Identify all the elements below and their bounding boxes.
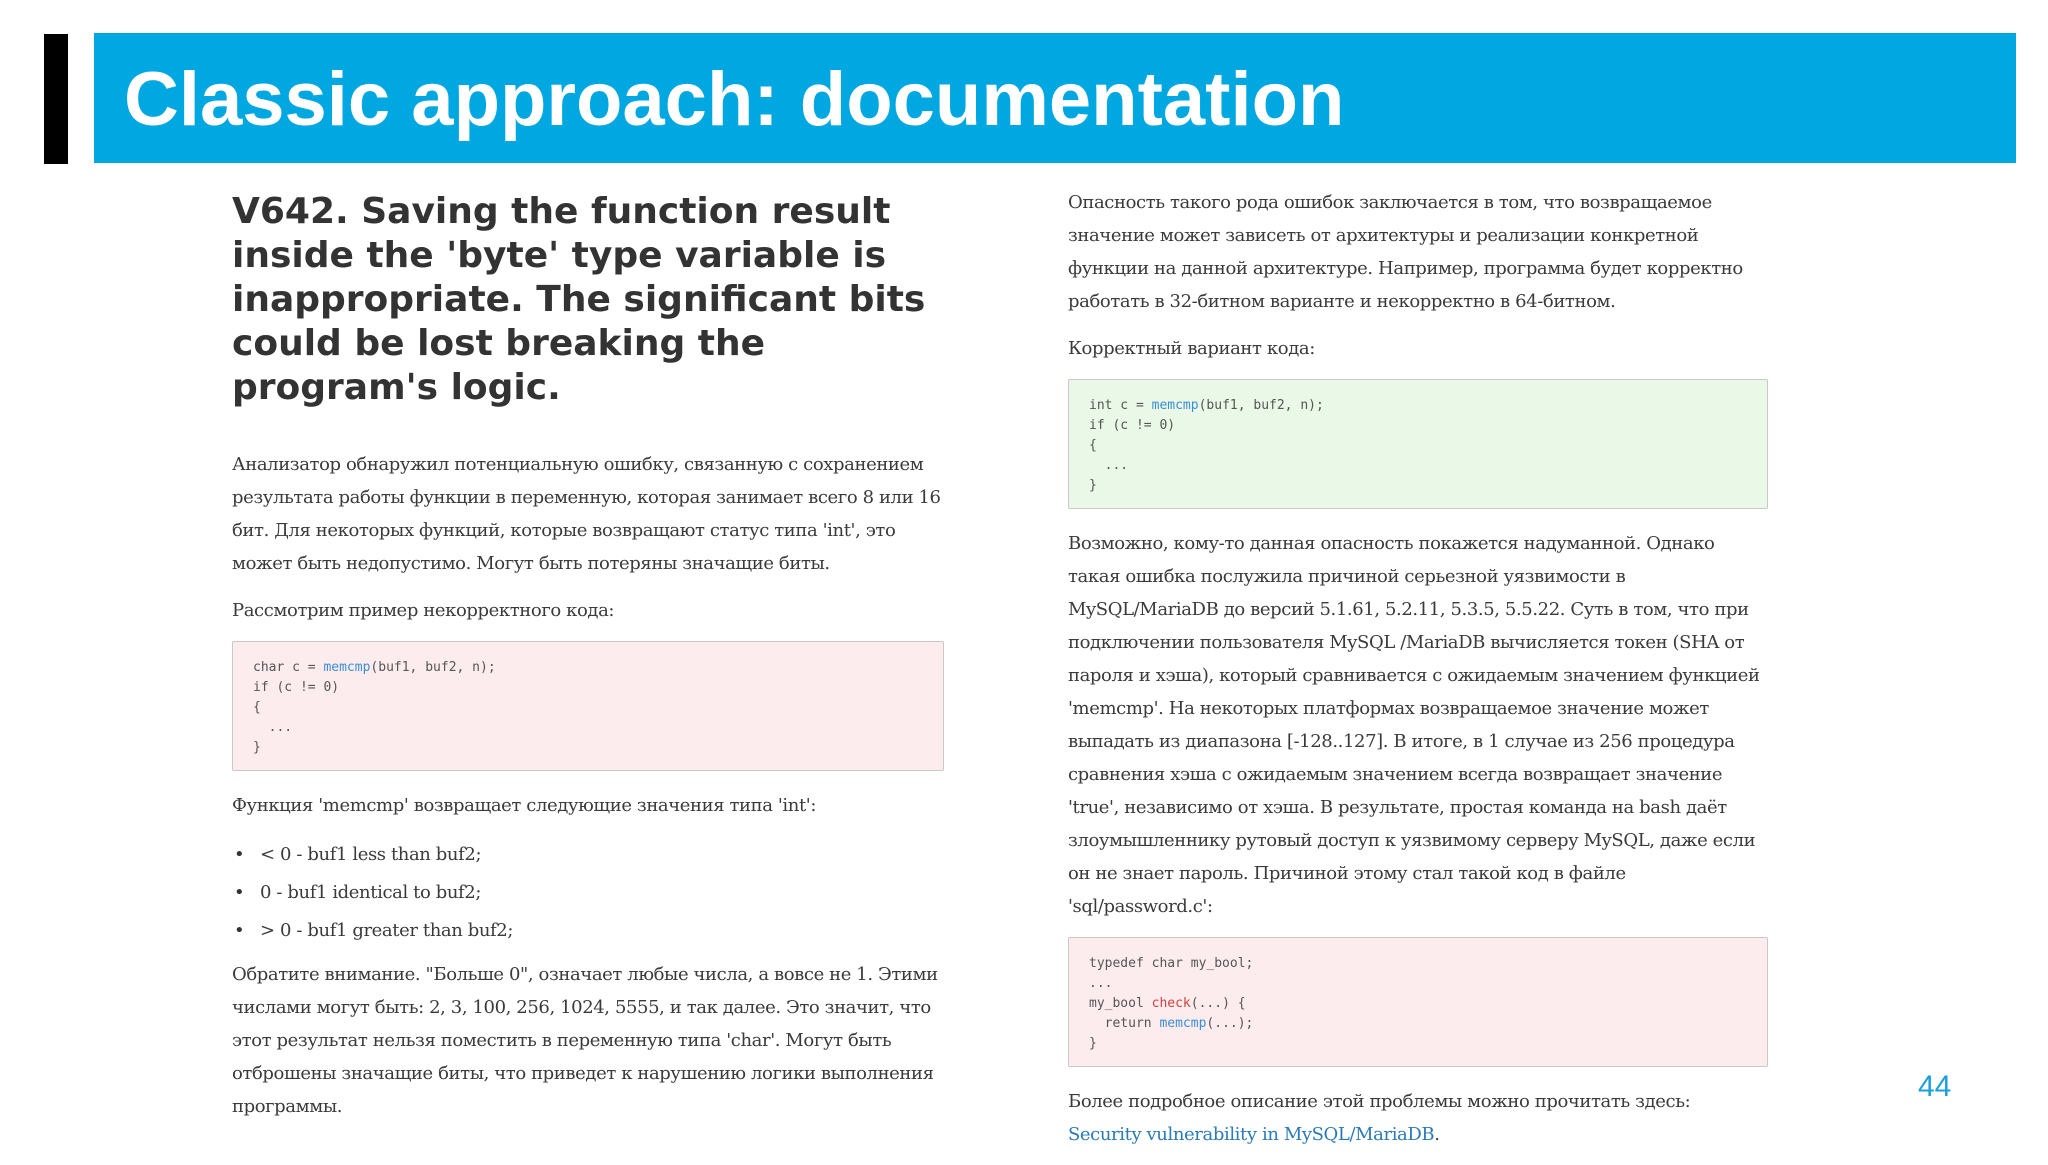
incorrect-code-block: char c = memcmp(buf1, buf2, n); if (c != 0) { ... } (232, 641, 944, 771)
note-paragraph: Обратите внимание. "Больше 0", означает любые числа, а вовсе не 1. Этими числами могут быть: 2, 3, 100, 256, 1024, 5555, и так далее. Это значит, что этот результат нельзя поместить в переменную типа 'char'. Могут быть отброшены значащие биты, что приведет к нарушению логики выполнения программы. (232, 964, 938, 1117)
code-function-name: memcmp (323, 660, 371, 675)
intro-paragraph: Анализатор обнаружил потенциальную ошибку, связанную с сохранением результата работы функции в переменную, которая занимает всего 8 или 16 бит. Для некоторых функций, которые возвращают статус типа 'int', это может быть недопустимо. Могут быть потеряны значащие биты. (232, 454, 941, 574)
return-values-list (232, 836, 944, 950)
danger-paragraph: Опасность такого рода ошибок заключается в том, что возвращаемое значение может зависеть от архитектуры и реализации конкретной функции на данной архитектуре. Например, программа будет корректно работать в 32-битном варианте и некорректно в 64-битном. (1068, 192, 1743, 312)
left-column (232, 190, 944, 1137)
more-info-paragraph: Более подробное описание этой проблемы можно прочитать здесь: Security vulnerability in MySQL/MariaDB. (1068, 1091, 1691, 1145)
diagnostic-title: V642. Saving the function result inside the 'byte' type variable is inappropriate. The significant bits could be lost breaking the program's logic. (232, 191, 926, 408)
vulnerability-paragraph: Возможно, кому-то данная опасность покажется надуманной. Однако такая ошибка послужила причиной серьезной уязвимости в MySQL/MariaDB до версий 5.1.61, 5.2.11, 5.3.5, 5.5.22. Суть в том, что при подключении пользователя MySQL /MariaDB вычисляется токен (SHA от пароля и хэша), который сравнивается с ожидаемым значением функцией 'memcmp'. На некоторых платформах возвращаемое значение может выпадать из диапазона [-128..127]. В итоге, в 1 случае из 256 процедура сравнения хэша с ожидаемым значением всегда возвращает значение 'true', независимо от хэша. В результате, простая команда на bash даёт злоумышленнику рутовый доступ к уязвимому серверу MySQL, даже если он не знает пароль. Причиной этому стал такой код в файле 'sql/password.c': (1068, 533, 1760, 917)
title-accent-bar (44, 34, 68, 164)
code-function-name: memcmp (1151, 398, 1199, 413)
code-function-name: memcmp (1159, 1016, 1207, 1031)
example-intro: Рассмотрим пример некорректного кода: (232, 600, 615, 621)
slide-title: Classic approach: documentation (124, 57, 1345, 142)
vulnerable-code-block: typedef char my_bool; ... my_bool check(...) { return memcmp(...); } (1068, 937, 1768, 1067)
list-item: • 0 - buf1 identical to buf2; (232, 874, 944, 912)
list-item: • < 0 - buf1 less than buf2; (232, 836, 944, 874)
page-number: 44 (1918, 1070, 1952, 1103)
list-item: • > 0 - buf1 greater than buf2; (232, 912, 944, 950)
code-keyword: check (1151, 996, 1191, 1011)
right-column (1068, 186, 1768, 1165)
return-values-intro: Функция 'memcmp' возвращает следующие значения типа 'int': (232, 795, 817, 816)
correct-code-block: int c = memcmp(buf1, buf2, n); if (c != 0) { ... } (1068, 379, 1768, 509)
correct-code-intro: Корректный вариант кода: (1068, 338, 1315, 359)
security-vulnerability-link[interactable]: Security vulnerability in MySQL/MariaDB (1068, 1124, 1435, 1145)
